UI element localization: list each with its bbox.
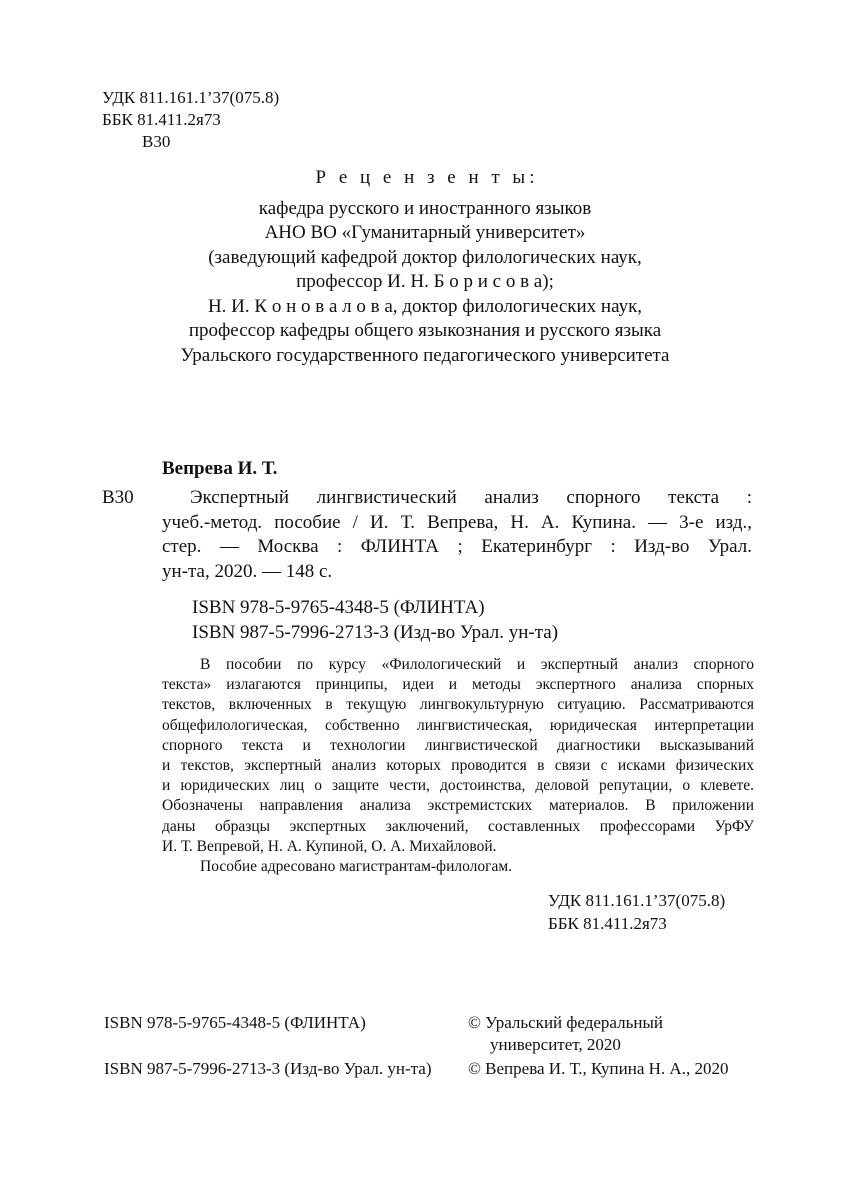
- catalog-desc-line: ун-та, 2020. — 148 с.: [162, 560, 333, 582]
- author-code-header: В30: [142, 132, 171, 151]
- abstract-line: общефилологическая, собственно лингвистическая, юридическая интерпретации: [162, 716, 754, 734]
- footer-isbn-2: ISBN 987-5-7996-2713-3 (Изд-во Урал. ун-та): [104, 1059, 432, 1078]
- catalog-isbn-2: ISBN 987-5-7996-2713-3 (Изд-во Урал. ун-та): [192, 622, 559, 643]
- reviewer-line: Н. И. К о н о в а л о в а, доктор филологических наук,: [207, 295, 643, 317]
- footer-isbn-1: ISBN 978-5-9765-4348-5 (ФЛИНТА): [104, 1013, 366, 1032]
- udk-classification: УДК 811.161.1’37(075.8): [548, 891, 726, 910]
- copyright-authors: © Вепрева И. Т., Купина Н. А., 2020: [468, 1059, 729, 1078]
- catalog-desc-line: Экспертный лингвистический анализ спорного текста :: [190, 487, 752, 508]
- reviewers-title: Р е ц е н з е н т ы:: [315, 167, 535, 188]
- abstract-line: спорного текста и технологии лингвистической диагностики высказываний: [162, 736, 754, 754]
- catalog-isbn-1: ISBN 978-5-9765-4348-5 (ФЛИНТА): [192, 597, 485, 618]
- copyright-university: © Уральский федеральный: [468, 1013, 663, 1032]
- abstract-line: Обозначены направления анализа экстремистских материалов. В приложении: [162, 797, 754, 815]
- copyright-university-year: университет, 2020: [490, 1035, 621, 1054]
- reviewers-block: [150, 166, 700, 368]
- abstract-line: В пособии по курсу «Филологический и экспертный анализ спорного: [200, 656, 754, 673]
- reviewer-line: кафедра русского и иностранного языков: [258, 197, 592, 219]
- catalog-description: [162, 486, 752, 584]
- catalog-author: Вепрева И. Т.: [162, 458, 278, 479]
- udk-header: УДК 811.161.1’37(075.8): [102, 88, 280, 107]
- abstract-line: и юридических лиц о защите чести, достоинства, деловой репутации, о клевете.: [162, 777, 754, 795]
- abstract-line: текста» излагаются принципы, идеи и методы экспертного анализа спорных: [162, 676, 754, 694]
- reviewer-line: профессор И. Н. Б о р и с о в а);: [296, 271, 554, 292]
- abstract-closing: Пособие адресовано магистрантам-филологам.: [200, 858, 513, 876]
- bbk-classification: ББК 81.411.2я73: [548, 914, 667, 933]
- abstract-line: даны образцы экспертных заключений, составленных профессорами УрФУ: [162, 817, 754, 835]
- catalog-code: В30: [102, 487, 134, 508]
- abstract-line: и текстов, экспертный анализ которых проводится в связи с исками физических: [162, 757, 754, 775]
- catalog-desc-line: учеб.-метод. пособие / И. Т. Вепрева, Н. А. Купина. — 3-е изд.,: [162, 511, 752, 533]
- catalog-desc-line: стер. — Москва : ФЛИНТА ; Екатеринбург : Изд-во Урал.: [162, 536, 752, 557]
- reviewer-line: (заведующий кафедрой доктор филологических наук,: [208, 246, 642, 268]
- reviewer-line: профессор кафедры общего языкознания и русского языка: [188, 320, 662, 341]
- reviewer-line: Уральского государственного педагогического университета: [180, 344, 670, 366]
- abstract: [162, 655, 754, 877]
- abstract-line: И. Т. Вепревой, Н. А. Купиной, О. А. Михайловой.: [162, 837, 497, 855]
- abstract-line: текстов, включенных в текущую лингвокультурную ситуацию. Рассматриваются: [162, 696, 754, 714]
- bbk-header: ББК 81.411.2я73: [102, 110, 221, 129]
- reviewer-line: АНО ВО «Гуманитарный университет»: [264, 222, 586, 243]
